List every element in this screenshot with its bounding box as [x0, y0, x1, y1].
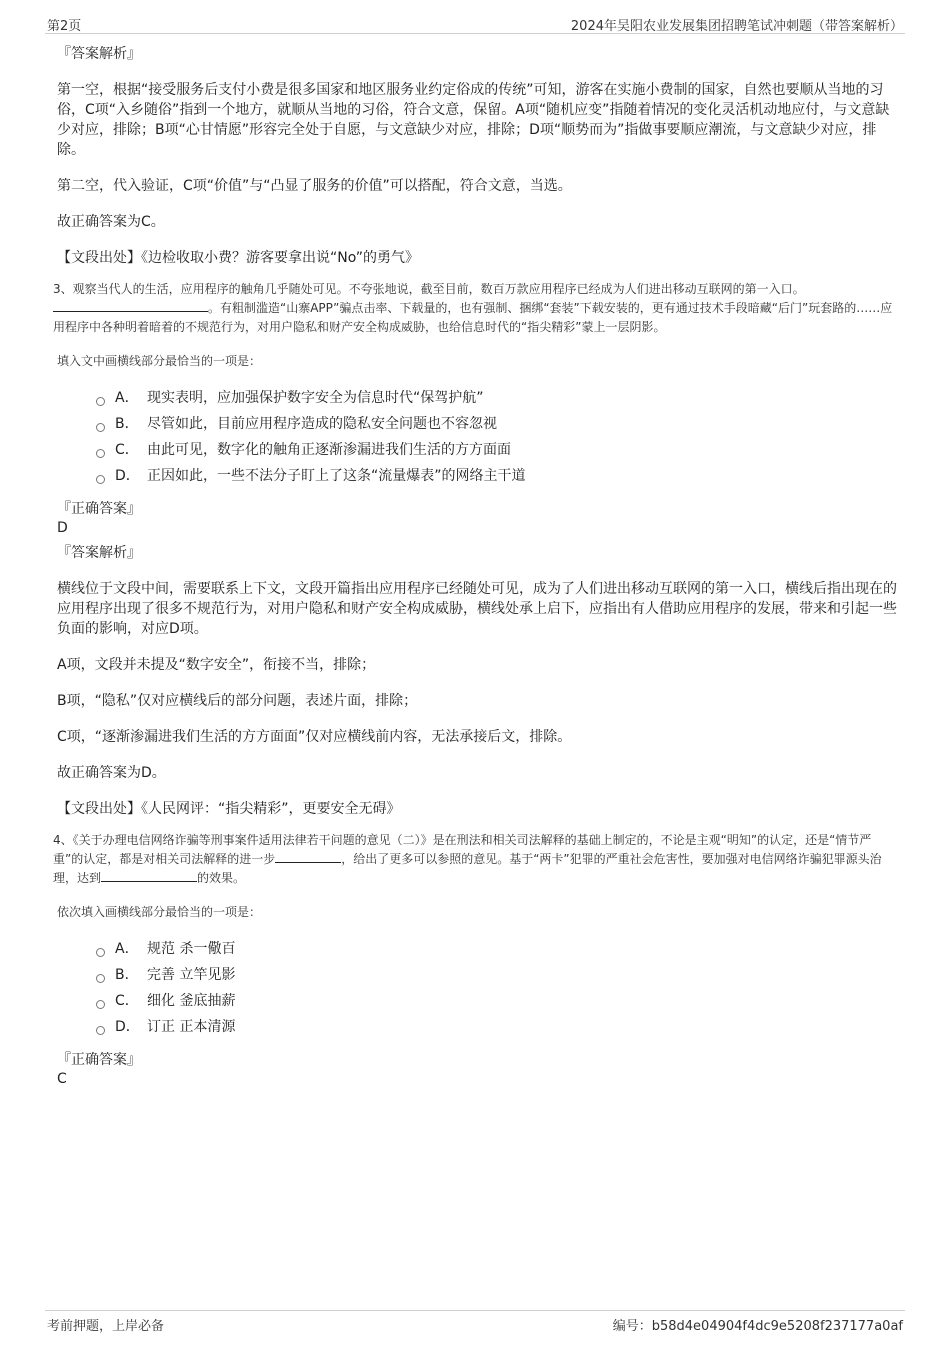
radio-icon[interactable] [96, 948, 105, 957]
fill-blank [101, 869, 197, 882]
fill-blank [53, 299, 208, 312]
option-b[interactable]: B． 尽管如此，目前应用程序造成的隐私安全问题也不容忽视 [96, 411, 897, 437]
analysis-conclusion: 故正确答案为C。 [57, 214, 165, 230]
radio-icon[interactable] [96, 974, 105, 983]
option-d[interactable]: D． 订正 正本清源 [96, 1014, 897, 1040]
analysis-paragraph: 第二空，代入验证，C项“价值”与“凸显了服务的价值”可以搭配，符合文意，当选。 [57, 178, 572, 194]
question-3-text-b: 。有粗制滥造“山寨APP”骗点击率、下载量的，也有强制、捆绑“套装”下载安装的，更有通过技术手段暗藏“后门”玩套路的……应用程序中各种明着暗着的不规范行为，对用户隐私和财产安全构成威胁，也给信息时代的“指尖精彩”蒙上一层阴影。 [53, 301, 893, 334]
question-4-text-c: 的效果。 [197, 871, 246, 885]
page-footer [45, 1310, 905, 1335]
option-a[interactable]: A． 规范 杀一儆百 [96, 936, 897, 962]
question-3-text-a: 3、观察当代人的生活，应用程序的触角几乎随处可见。不夸张地说，截至目前，数百万款应用程序已经成为人们进出移动互联网的第一入口。 [53, 282, 805, 296]
answer-label: 『正确答案』 [57, 1052, 141, 1068]
fill-blank [275, 850, 341, 863]
option-b[interactable]: B． 完善 立竿见影 [96, 962, 897, 988]
analysis-label: 『答案解析』 [57, 46, 141, 62]
question-4-text-a: 4、《关于办理电信网络诈骗等刑事案件适用法律若干问题的意见（二）》是在刑法和相关司法解释的基础上制定的，不论是主观“明知”的认定，还是“情节严重”的认定，都是对相关司法解释的进一步 [53, 833, 872, 866]
analysis-paragraph: B项，“隐私”仅对应横线后的部分问题，表述片面，排除； [57, 693, 418, 709]
question-4-text [53, 831, 897, 888]
question-4-prompt: 依次填入画横线部分最恰当的一项是： [57, 905, 262, 919]
answer-label: 『正确答案』 [57, 501, 141, 517]
question-3-options [96, 385, 897, 489]
radio-icon[interactable] [96, 1000, 105, 1009]
correct-answer: D [57, 520, 68, 536]
page-header [45, 13, 905, 34]
analysis-paragraph: A项，文段并未提及“数字安全”，衔接不当，排除； [57, 657, 376, 673]
source-citation: 【文段出处】《边检收取小费？游客要拿出说“No”的勇气》 [57, 250, 420, 266]
option-c[interactable]: C． 细化 釜底抽薪 [96, 988, 897, 1014]
document-title: 2024年吴阳农业发展集团招聘笔试冲刺题（带答案解析） [570, 19, 903, 34]
question-3-prompt: 填入文中画横线部分最恰当的一项是： [57, 354, 262, 368]
radio-icon[interactable] [96, 449, 105, 458]
question-3-text [53, 280, 897, 337]
radio-icon[interactable] [96, 1026, 105, 1035]
analysis-paragraph: 第一空，根据“接受服务后支付小费是很多国家和地区服务业约定俗成的传统”可知，游客在实施小费制的国家，自然也要顺从当地的习俗，C项“入乡随俗”指到一个地方，就顺从当地的习俗，符合文意，保留。A项“随机应变”指随着情况的变化灵活机动地应付，与文意缺少对应，排除；B项“心甘情愿”形容完全处于自愿，与文意缺少对应，排除；D项“顺势而为”指做事要顺应潮流，与文意缺少对应，排除。 [57, 82, 890, 158]
analysis-label: 『答案解析』 [57, 545, 141, 561]
radio-icon[interactable] [96, 397, 105, 406]
source-citation: 【文段出处】《人民网评：“指尖精彩”，更要安全无碍》 [57, 801, 401, 817]
radio-icon[interactable] [96, 423, 105, 432]
main-content [53, 44, 897, 1094]
option-c[interactable]: C． 由此可见，数字化的触角正逐渐渗漏进我们生活的方方面面 [96, 437, 897, 463]
footer-slogan: 考前押题，上岸必备 [47, 1319, 165, 1334]
question-4-options [96, 936, 897, 1040]
question-4-text-b: ，给出了更多可以参照的意见。基于“两卡”犯罪的严重社会危害性，要加强对电信网络诈骗犯罪源头治理，达到 [53, 852, 882, 885]
page-number: 第2页 [47, 19, 82, 34]
option-a[interactable]: A． 现实表明，应加强保护数字安全为信息时代“保驾护航” [96, 385, 897, 411]
analysis-paragraph: C项，“逐渐渗漏进我们生活的方方面面”仅对应横线前内容，无法承接后文，排除。 [57, 729, 572, 745]
option-d[interactable]: D． 正因如此，一些不法分子盯上了这条“流量爆表”的网络主干道 [96, 463, 897, 489]
analysis-conclusion: 故正确答案为D。 [57, 765, 166, 781]
radio-icon[interactable] [96, 475, 105, 484]
analysis-paragraph: 横线位于文段中间，需要联系上下文，文段开篇指出应用程序已经随处可见，成为了人们进出移动互联网的第一入口，横线后指出现在的应用程序出现了很多不规范行为，对用户隐私和财产安全构成威胁，横线处承上启下，应指出有人借助应用程序的发展，带来和引起一些负面的影响，对应D项。 [57, 581, 897, 637]
correct-answer: C [57, 1071, 67, 1087]
document-id: 编号：b58d4e04904f4dc9e5208f237177a0af [612, 1319, 903, 1334]
